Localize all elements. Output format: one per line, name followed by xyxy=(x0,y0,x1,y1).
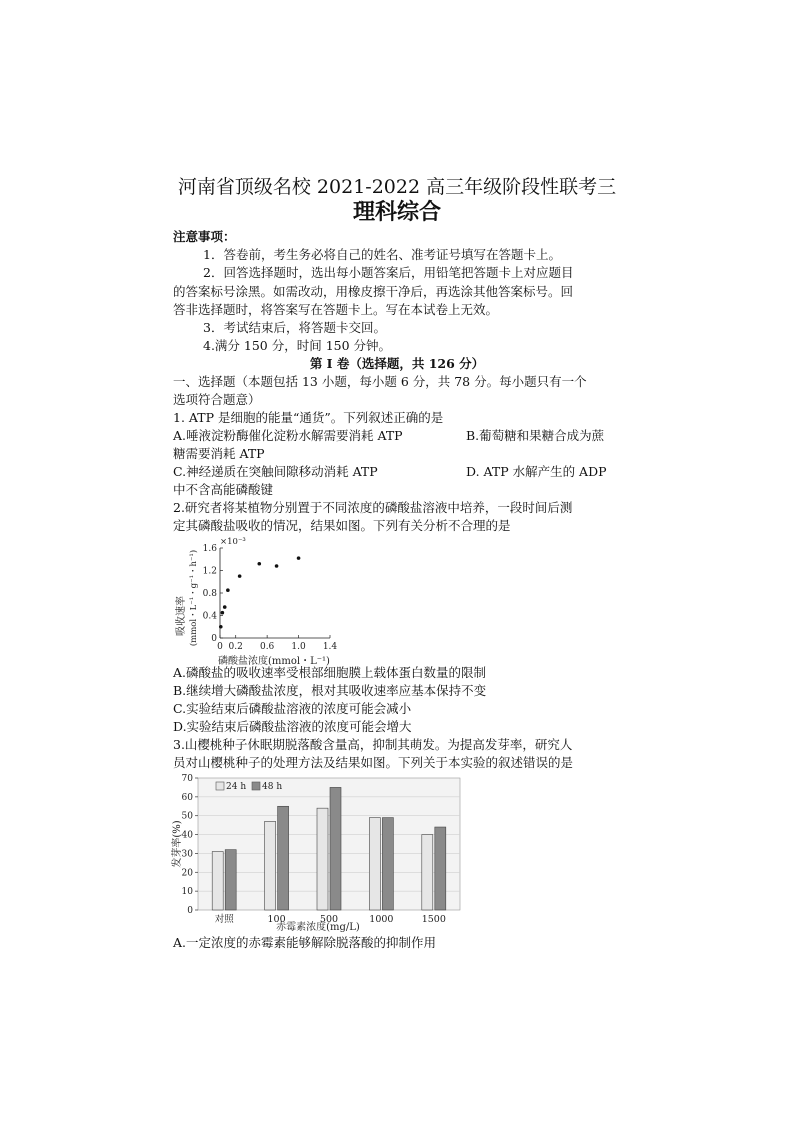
section-intro-line-1: 一、选择题（本题包括 13 小题，每小题 6 分，共 78 分。每小题只有一个 xyxy=(173,374,587,389)
bar-48h-4 xyxy=(435,827,446,910)
q1-option-b: B.葡萄糖和果糖合成为蔗 xyxy=(466,428,605,443)
data-point xyxy=(297,556,301,560)
data-point xyxy=(226,588,230,592)
x-tick-label: 1000 xyxy=(369,914,394,925)
bar-24h-1 xyxy=(265,821,276,910)
bar-48h-2 xyxy=(330,787,341,910)
q2-option-c: C.实验结束后磷酸盐溶液的浓度可能会减小 xyxy=(173,701,412,716)
data-point xyxy=(221,611,225,615)
y-tick-label: 0 xyxy=(211,634,217,644)
q2-option-b: B.继续增大磷酸盐浓度，根对其吸收速率应基本保持不变 xyxy=(173,683,487,698)
y-tick-label: 0.4 xyxy=(202,611,217,622)
data-point xyxy=(219,625,223,629)
y-tick-label: 30 xyxy=(181,849,193,860)
q2-stem-line-2: 定其磷酸盐吸收的情况，结果如图。下列有关分析不合理的是 xyxy=(173,518,511,533)
legend-label-24h: 24 h xyxy=(226,782,247,792)
q1-option-d: D. ATP 水解产生的 ADP xyxy=(466,464,607,479)
data-point xyxy=(223,605,227,609)
note-4: 4.满分 150 分，时间 150 分钟。 xyxy=(203,338,392,353)
data-point xyxy=(275,564,279,568)
x-tick-label: 1.0 xyxy=(291,642,306,652)
y-tick-label: 50 xyxy=(181,811,193,822)
y-tick-label: 1.6 xyxy=(202,544,217,554)
q1-option-d-cont: 中不含高能磷酸键 xyxy=(173,482,274,497)
x-tick-label: 100 xyxy=(267,914,286,925)
x-tick-label: 500 xyxy=(319,914,339,925)
x-tick-label: 1500 xyxy=(421,914,446,925)
y-axis-label: 吸收速率 xyxy=(176,596,187,636)
bar-24h-0 xyxy=(212,852,223,910)
y-axis-unit: (mmol・L⁻¹・g⁻¹・h⁻¹) xyxy=(189,549,199,647)
note-2-line-2: 的答案标号涂黑。如需改动，用橡皮擦干净后，再选涂其他答案标号。回 xyxy=(173,284,574,299)
y-tick-label: 60 xyxy=(181,792,193,803)
plot-background xyxy=(198,778,460,910)
bar-24h-2 xyxy=(317,808,328,910)
exam-title: 河南省顶级名校 2021-2022 高三年级阶段性联考三 xyxy=(177,176,617,198)
note-1: 1．答卷前，考生务必将自己的姓名、准考证号填写在答题卡上。 xyxy=(203,247,561,262)
exam-subject: 理科综合 xyxy=(352,200,441,225)
y-tick-label: 10 xyxy=(181,887,193,898)
bar-48h-1 xyxy=(278,806,289,910)
y-axis-label: 发芽率(%) xyxy=(172,820,183,868)
legend-swatch-48h xyxy=(252,782,260,790)
q2-stem-line-1: 2.研究者将某植物分别置于不同浓度的磷酸盐溶液中培养，一段时间后测 xyxy=(173,500,573,515)
x-tick-label: 0.6 xyxy=(259,642,275,652)
note-3: 3．考试结束后，将答题卡交回。 xyxy=(203,320,386,335)
legend-swatch-24h xyxy=(216,782,224,790)
q3-option-a: A.一定浓度的赤霉素能够解除脱落酸的抑制作用 xyxy=(173,935,437,950)
data-point xyxy=(257,562,261,566)
x-tick-label: 0.2 xyxy=(228,642,243,652)
note-2-line-1: 2．回答选择题时，选出每小题答案后，用铅笔把答题卡上对应题目 xyxy=(203,265,574,280)
bar-24h-4 xyxy=(422,835,433,910)
x-axis-label: 赤霉素浓度(mg/L) xyxy=(276,922,360,932)
x-tick-label: 1.4 xyxy=(322,642,338,652)
y-tick-label: 0.8 xyxy=(202,589,217,599)
notes-heading: 注意事项： xyxy=(173,229,236,244)
note-2-line-3: 答非选择题时，将答案写在答题卡上。写在本试卷上无效。 xyxy=(173,302,499,317)
data-point xyxy=(238,574,242,578)
q1-option-b-cont: 糖需要消耗 ATP xyxy=(173,446,265,461)
bar-48h-3 xyxy=(382,818,393,910)
y-tick-label: 70 xyxy=(181,774,193,784)
y-tick-label: 0 xyxy=(187,906,193,916)
y-tick-label: 20 xyxy=(181,868,193,879)
q3-stem-line-1: 3.山樱桃种子休眠期脱落酸含量高，抑制其萌发。为提高发芽率，研究人 xyxy=(173,737,573,752)
legend-label-48h: 48 h xyxy=(262,782,283,792)
y-axis-exponent: ×10⁻³ xyxy=(220,537,246,547)
x-tick-label: 对照 xyxy=(214,914,234,925)
section-title: 第 I 卷（选择题，共 126 分） xyxy=(309,356,485,371)
bar-24h-3 xyxy=(369,818,380,910)
y-tick-label: 40 xyxy=(181,830,193,841)
q2-option-a: A.磷酸盐的吸收速率受根部细胞膜上载体蛋白数量的限制 xyxy=(173,665,487,680)
bar-48h-0 xyxy=(225,850,236,910)
q1-option-a: A.唾液淀粉酶催化淀粉水解需要消耗 ATP xyxy=(173,428,403,443)
y-tick-label: 1.2 xyxy=(202,566,217,577)
x-tick-label: 0 xyxy=(217,642,223,652)
q1-stem: 1. ATP 是细胞的能量“通货”。下列叙述正确的是 xyxy=(173,410,444,425)
q2-option-d: D.实验结束后磷酸盐溶液的浓度可能会增大 xyxy=(173,719,412,734)
x-axis-label: 磷酸盐浓度(mmol・L⁻¹) xyxy=(218,656,330,667)
section-intro-line-2: 选项符合题意） xyxy=(173,392,261,407)
phosphate-uptake-chart xyxy=(168,534,358,668)
q1-option-c: C.神经递质在突触间隙移动消耗 ATP xyxy=(173,464,378,479)
germination-rate-chart xyxy=(168,772,468,932)
q3-stem-line-2: 员对山樱桃种子的处理方法及结果如图。下列关于本实验的叙述错误的是 xyxy=(173,755,574,770)
